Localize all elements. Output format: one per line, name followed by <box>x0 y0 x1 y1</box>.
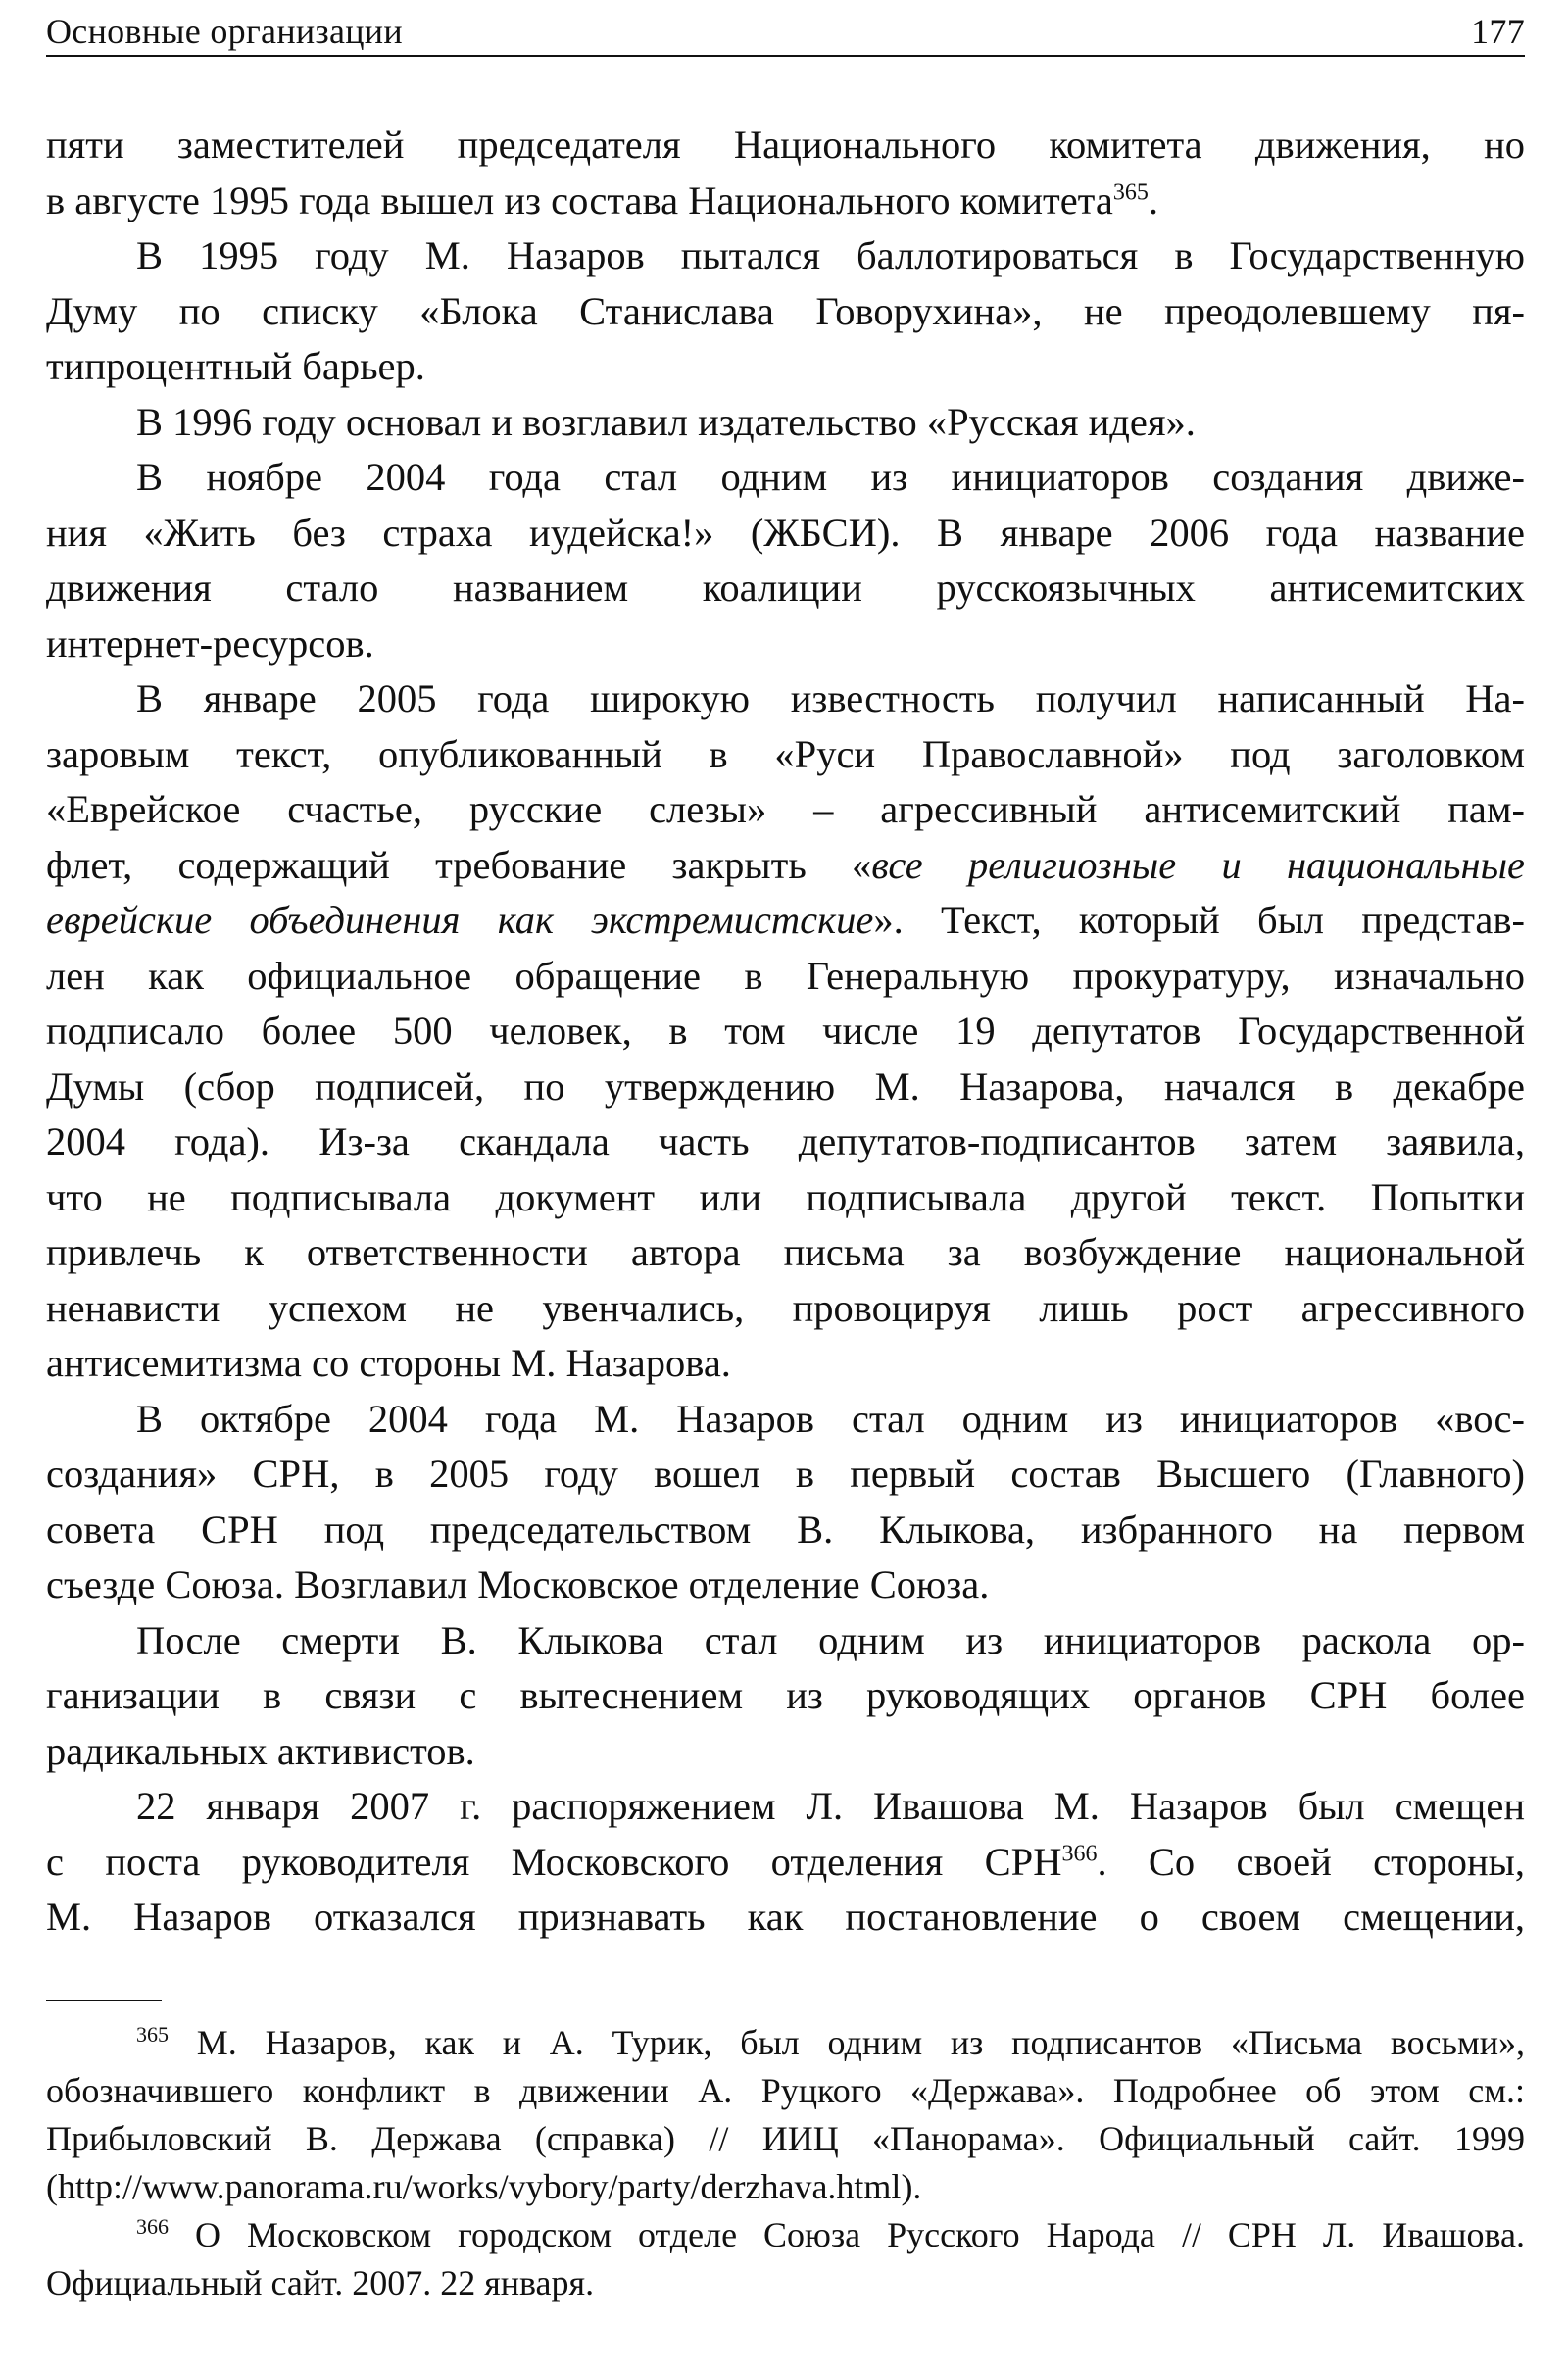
text-line: создания» СРН, в 2005 году вошел в первый состав Высшего (Главного) <box>46 1452 1525 1496</box>
footnotes <box>46 2000 1525 2307</box>
footnote-line: (http://www.panorama.ru/works/vybory/party/derzhava.html). <box>46 2167 922 2206</box>
text-line: совета СРН под председательством В. Клыкова, избранного на первом <box>46 1506 1525 1552</box>
text-line: М. Назаров отказался признавать как постановление о своем смещении, <box>46 1895 1525 1939</box>
footnote-number: 366 <box>136 2214 169 2239</box>
footnote-line: обозначившего конфликт в движении А. Руцкого «Держава». Подробнее об этом см.: <box>46 2071 1525 2110</box>
footnote-line: $^{366}$ О Московском городском отделе Союза Русского Народа // СРН Л. Ивашова. <box>136 2214 1526 2254</box>
footnote-line: $^{365}$ М. Назаров, как и А. Турик, был одним из подписантов «Письма восьми», <box>136 2022 1525 2062</box>
italic-quote: еврейские объединения как экстремистские <box>46 898 874 942</box>
page-number: 177 <box>1471 12 1525 51</box>
text-line: с поста руководителя Московского отделения СРН$^{366}$. Со своей стороны, <box>46 1839 1525 1884</box>
text-line: подписало более 500 человек, в том числе 19 депутатов Государственной <box>46 1009 1525 1053</box>
text-line: ненависти успехом не увенчались, провоцируя лишь рост агрессивного <box>46 1285 1525 1330</box>
footnote-365 <box>46 2019 1525 2211</box>
text-line: антисемитизма со стороны М. Назарова. <box>46 1341 731 1385</box>
text-line: В 1995 году М. Назаров пытался баллотироваться в Государственную <box>136 233 1525 277</box>
footnote-366 <box>46 2211 1525 2307</box>
main-text <box>46 118 1525 1946</box>
text-line: еврейские объединения как экстремистские». Текст, который был представ- <box>46 898 1526 942</box>
text-line: В 1996 году основал и возглавил издательство «Русская идея». <box>136 399 1196 444</box>
text-line: Думы (сбор подписей, по утверждению М. Назарова, начался в декабре <box>46 1063 1525 1109</box>
text-line: В январе 2005 года широкую известность получил написанный На- <box>136 676 1525 720</box>
footnote-line: Прибыловский В. Держава (справка) // ИИЦ «Панорама». Официальный сайт. 1999 <box>46 2119 1525 2158</box>
text-line: съезде Союза. Возглавил Московское отделение Союза. <box>46 1562 990 1606</box>
text-line: 22 января 2007 г. распоряжением Л. Ивашова М. Назаров был смещен <box>136 1784 1525 1828</box>
footnote-ref: 366 <box>1061 1841 1098 1866</box>
text-line: радикальных активистов. <box>46 1728 475 1773</box>
text-line: ния «Жить без страха иудейска!» (ЖБСИ). В январе 2006 года название <box>46 510 1525 555</box>
footnote-line: Официальный сайт. 2007. 22 января. <box>46 2263 595 2302</box>
text-line: что не подписывала документ или подписывала другой текст. Попытки <box>46 1174 1525 1219</box>
text-line: в августе 1995 года вышел из состава Национального комитета$^{365}$. <box>46 177 1158 222</box>
text-line: флет, содержащий требование закрыть «все религиозные и национальные <box>46 842 1525 887</box>
text-line: пяти заместителей председателя Национального комитета движения, но <box>46 123 1525 167</box>
text-line: движения стало названием коалиции русскоязычных антисемитских <box>46 566 1525 610</box>
text-line: «Еврейское счастье, русские слезы» – агрессивный антисемитский пам- <box>46 787 1525 831</box>
text-line: В октябре 2004 года М. Назаров стал одним из инициаторов «вос- <box>136 1396 1525 1441</box>
footnote-ref: 365 <box>1112 179 1149 205</box>
running-header <box>46 6 1525 57</box>
italic-quote: все религиозные и национальные <box>871 842 1525 887</box>
text-line: В ноябре 2004 года стал одним из инициаторов создания движе- <box>136 455 1525 499</box>
text-line: лен как официальное обращение в Генеральную прокуратуру, изначально <box>46 953 1525 998</box>
text-line: ганизации в связи с вытеснением из руководящих органов СРН более <box>46 1673 1525 1717</box>
text-line: После смерти В. Клыкова стал одним из инициаторов раскола ор- <box>136 1617 1525 1662</box>
text-line: 2004 года). Из-за скандала часть депутатов-подписантов затем заявила, <box>46 1119 1525 1163</box>
section-title: Основные организации <box>46 12 403 51</box>
footnote-separator <box>46 2000 162 2001</box>
footnote-number: 365 <box>136 2022 169 2047</box>
text-line: заровым текст, опубликованный в «Руси Православной» под заголовком <box>46 731 1525 776</box>
text-line: типроцентный барьер. <box>46 344 425 388</box>
text-line: привлечь к ответственности автора письма за возбуждение национальной <box>46 1230 1525 1274</box>
text-line: Думу по списку «Блока Станислава Говорухина», не преодолевшему пя- <box>46 288 1525 333</box>
text-line: интернет-ресурсов. <box>46 620 374 666</box>
